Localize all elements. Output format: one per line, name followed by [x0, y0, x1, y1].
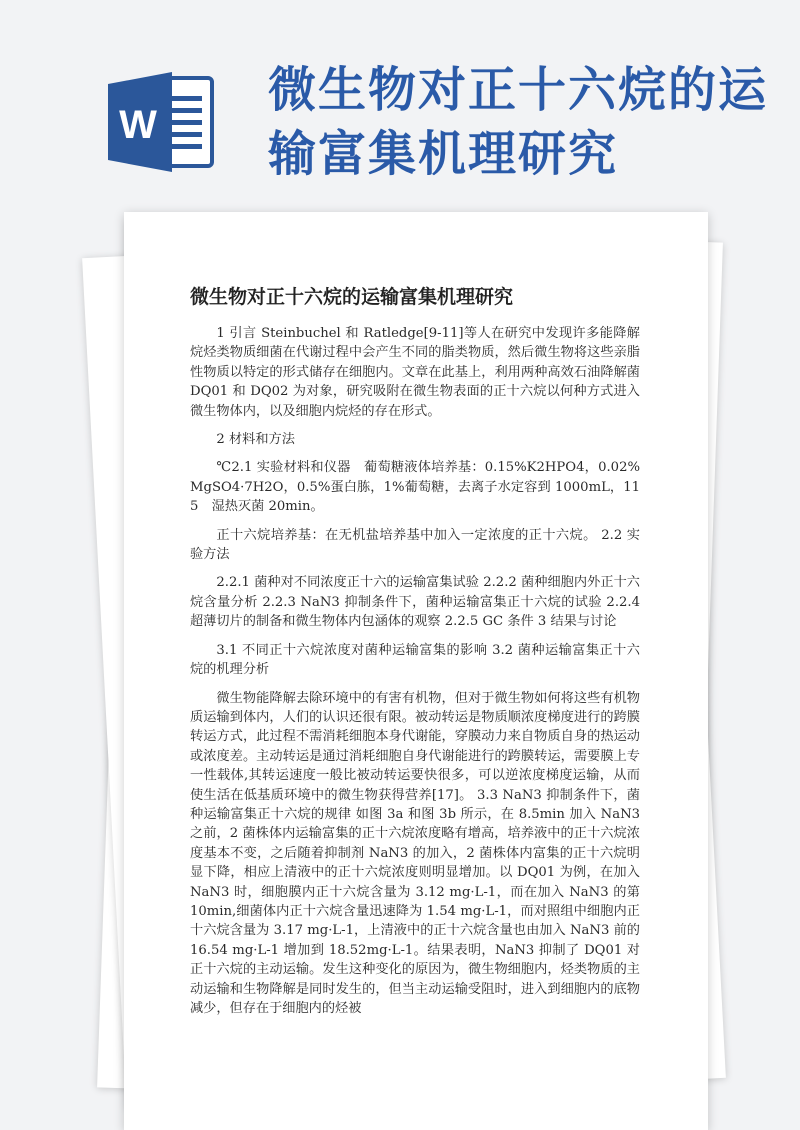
- logo-letter: W: [119, 103, 157, 147]
- document-title: 微生物对正十六烷的运输富集机理研究: [190, 286, 514, 308]
- document-page: [124, 212, 708, 1130]
- header-title: 微生物对正十六烷的运输富集机理研究: [268, 62, 769, 182]
- paragraph-results-list: 3.1 不同正十六烷浓度对菌种运输富集的影响 3.2 菌种运输富集正十六烷的机理分析: [190, 642, 640, 678]
- paragraph-hexadecane-medium: 正十六烷培养基：在无机盐培养基中加入一定浓度的正十六烷。 2.2 实验方法: [190, 527, 640, 563]
- paragraph-heading-methods: 2 材料和方法: [216, 432, 295, 448]
- paragraph-methods-list: 2.2.1 菌种对不同浓度正十六的运输富集试验 2.2.2 菌种细胞内外正十六烷含量分析 2.2.3 NaN3 抑制条件下，菌种运输富集正十六烷的试验 2.2.4 超薄切片的制备和微生物体内包涵体的观察 2.2.5 GC 条件 3 结果与讨论: [190, 575, 640, 630]
- word-document-icon: [108, 70, 218, 174]
- document-body: [190, 324, 640, 1027]
- paragraph-materials: ℃2.1 实验材料和仪器 葡萄糖液体培养基：0.15%K2HPO4，0.02%MgSO4·7H2O，0.5%蛋白胨，1%葡萄糖，去离子水定容到 1000mL，115 湿热灭菌 20min。: [190, 460, 640, 515]
- paragraph-intro: 1 引言 Steinbuchel 和 Ratledge[9-11]等人在研究中发现许多能降解烷烃类物质细菌在代谢过程中会产生不同的脂类物质，然后微生物将这些亲脂性物质以特定的形式储存在细胞内。文章在此基上，利用两种高效石油降解菌 DQ01 和 DQ02 为对象，研究吸附在微生物表面的正十六烷以何种方式进入微生物体内，以及细胞内烷烃的存在形式。: [190, 326, 640, 419]
- paragraph-discussion: 微生物能降解去除环境中的有害有机物，但对于微生物如何将这些有机物质运输到体内，人们的认识还很有限。被动转运是物质顺浓度梯度进行的跨膜转运方式，此过程不需消耗细胞本身代谢能，穿膜动力来自物质自身的热运动或浓度差。主动转运是通过消耗细胞自身代谢能进行的跨膜转运，需要膜上专一性载体,其转运速度一般比被动转运要快很多，可以逆浓度梯度运输，从而使生活在低基质环境中的微生物获得营养[17]。 3.3 NaN3 抑制条件下，菌种运输富集正十六烷的规律 如图 3a 和图 3b 所示，在 8.5min 加入 NaN3 之前，2 菌株体内运输富集的正十六烷浓度略有增高，培养液中的正十六烷浓度基本不变，之后随着抑制剂 NaN3 的加入，2 菌株体内富集的正十六烷明显下降，相应上清液中的正十六烷浓度则明显增加。以 DQ01 为例，在加入 NaN3 时，细胞膜内正十六烷含量为 3.12 mg·L-1，而在加入 NaN3 的第 10min,细菌体内正十六烷含量迅速降为 1.54 mg·L-1，而对照组中细胞内正十六烷含量为 3.17 mg·L-1，上清液中的正十六烷含量也由加入 NaN3 前的 16.54 mg·L-1 增加到 18.52mg·L-1。结果表明，NaN3 抑制了 DQ01 对正十六烷的主动运输。发生这种变化的原因为，微生物细胞内，烃类物质的主动运输和生物降解是同时发生的，但当主动运输受阻时，进入到细胞内的底物减少，但存在于细胞内的烃被: [190, 690, 640, 1016]
